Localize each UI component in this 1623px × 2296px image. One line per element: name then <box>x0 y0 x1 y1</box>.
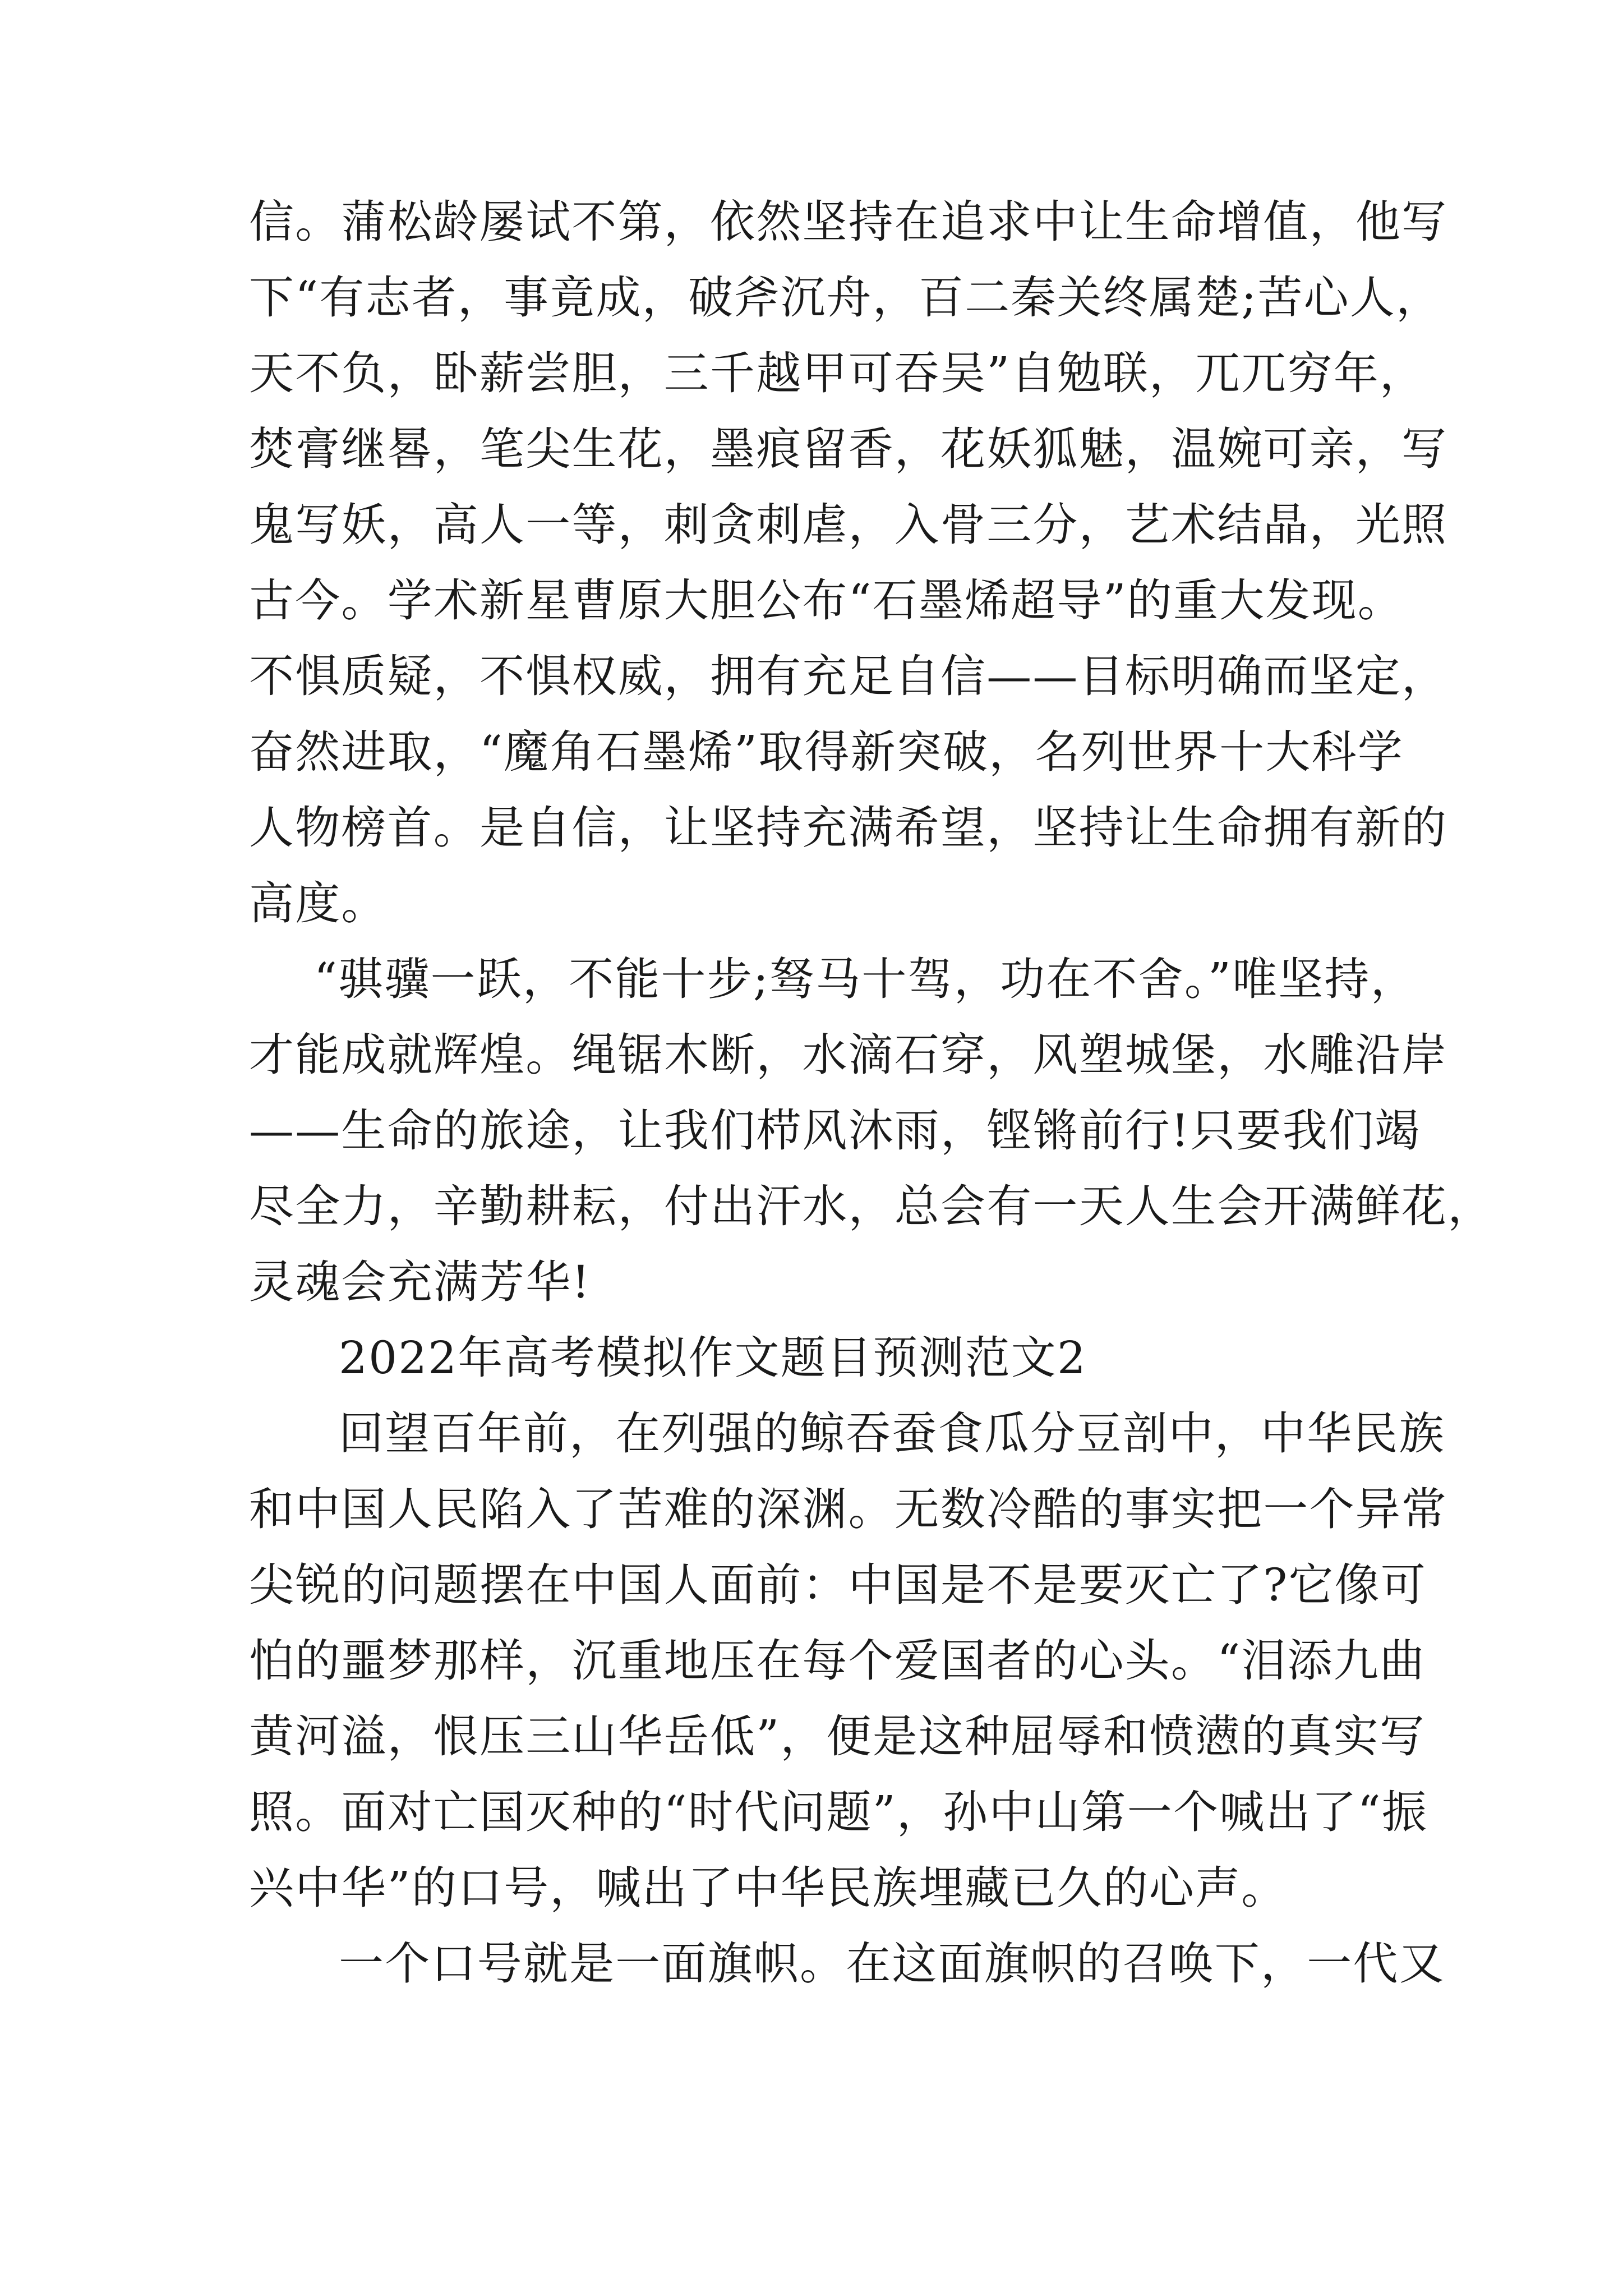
text-line: 高度。 <box>249 877 388 930</box>
text-line: 不惧质疑，不惧权威，拥有充足自信——目标明确而坚定， <box>249 650 1448 702</box>
text-line: 下“有志者，事竟成，破斧沉舟，百二秦关终属楚;苦心人， <box>249 272 1442 324</box>
text-line: 回望百年前，在列强的鲸吞蚕食瓜分豆剖中，中华民族 <box>339 1407 1445 1460</box>
text-line: 焚膏继晷，笔尖生花，墨痕留香，花妖狐魅，温婉可亲，写 <box>249 423 1448 475</box>
text-line: ——生命的旅途，让我们栉风沐雨，铿锵前行!只要我们竭 <box>249 1105 1421 1157</box>
text-line: 一个口号就是一面旗帜。在这面旗帜的召唤下，一代又 <box>339 1938 1445 1990</box>
text-line: 灵魂会充满芳华! <box>249 1256 591 1308</box>
text-line: 才能成就辉煌。绳锯木断，水滴石穿，风塑城堡，水雕沿岸 <box>249 1029 1448 1081</box>
section-heading: 2022年高考模拟作文题目预测范文2 <box>339 1332 1087 1384</box>
text-line: 天不负，卧薪尝胆，三千越甲可吞吴”自勉联，兀兀穷年， <box>249 347 1426 399</box>
text-line: 尖锐的问题摆在中国人面前：中国是不是要灭亡了?它像可 <box>249 1559 1427 1611</box>
text-line: 尽全力，辛勤耕耘，付出汗水，总会有一天人生会开满鲜花， <box>249 1180 1494 1232</box>
text-line: 兴中华”的口号，喊出了中华民族埋藏已久的心声。 <box>249 1862 1288 1914</box>
text-line: 和中国人民陷入了苦难的深渊。无数冷酷的事实把一个异常 <box>249 1483 1448 1535</box>
text-line: 古今。学术新星曹原大胆公布“石墨烯超导”的重大发现。 <box>249 574 1404 627</box>
text-line: 黄河溢，恨压三山华岳低”，便是这种屈辱和愤懑的真实写 <box>249 1710 1426 1763</box>
text-line: 信。蒲松龄屡试不第，依然坚持在追求中让生命增值，他写 <box>249 196 1448 248</box>
text-line: “骐骥一跃，不能十步;驽马十驾，功在不舍。”唯坚持， <box>314 953 1417 1005</box>
text-line: 照。面对亡国灭种的“时代问题”，孙中山第一个喊出了“振 <box>249 1786 1428 1838</box>
text-line: 奋然进取，“魔角石墨烯”取得新突破，名列世界十大科学 <box>249 726 1404 778</box>
text-line: 人物榜首。是自信，让坚持充满希望，坚持让生命拥有新的 <box>249 802 1448 854</box>
text-line: 鬼写妖，高人一等，刺贪刺虐，入骨三分，艺术结晶，光照 <box>249 499 1448 551</box>
text-line: 怕的噩梦那样，沉重地压在每个爱国者的心头。“泪添九曲 <box>249 1635 1426 1687</box>
